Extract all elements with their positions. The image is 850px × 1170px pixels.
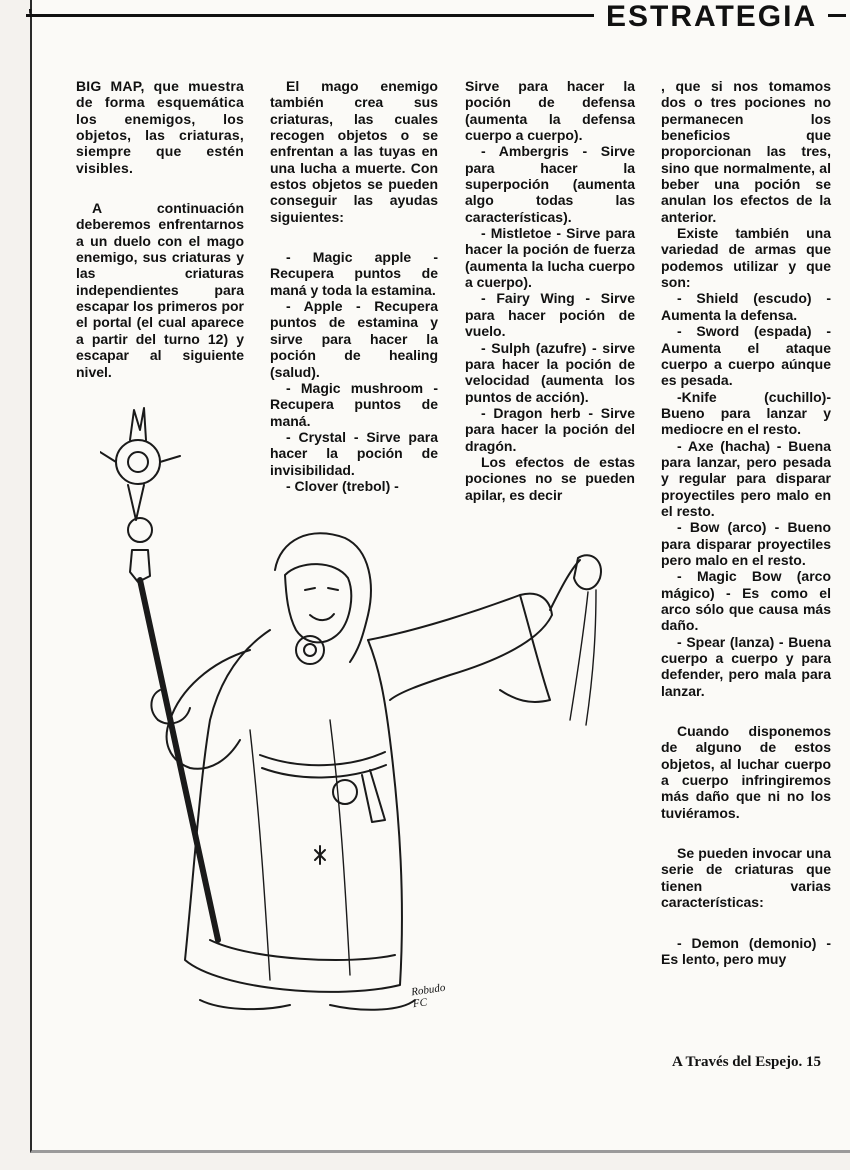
list-item: - Spear (lanza) - Buena cuerpo a cuerpo y para defender, pero mala para lanzar.	[661, 633, 831, 699]
signature-line: Robudo	[410, 981, 447, 999]
list-item: - Magic mushroom - Recupera puntos de maná.	[270, 379, 438, 429]
list-item: - Fairy Wing - Sirve para hacer poción de vuelo.	[465, 290, 635, 340]
column-4	[661, 78, 831, 967]
list-item: - Ambergris - Sirve para hacer la superpoción (aumenta algo todas las características).	[465, 143, 635, 225]
paragraph: Se pueden invocar una serie de criaturas que tienen varias características:	[661, 845, 831, 911]
list-item: - Axe (hacha) - Buena para lanzar, pero pesada y regular para disparar proyectiles pero malo en el resto.	[661, 437, 831, 519]
list-item: - Shield (escudo) - Aumenta la defensa.	[661, 290, 831, 323]
list-item: - Magic apple - Recupera puntos de maná y toda la estamina.	[270, 249, 438, 298]
paragraph: Los efectos de estas pociones no se pueden apilar, es decir	[465, 453, 635, 503]
list-item: - Magic Bow (arco mágico) - Es como el arco sólo que causa más daño.	[661, 568, 831, 634]
page-footer: A Través del Espejo. 15	[672, 1054, 822, 1070]
list-item: - Clover (trebol) -	[286, 477, 399, 494]
paragraph: Existe también una variedad de armas que podemos utilizar y que son:	[661, 225, 831, 291]
list-item: - Dragon herb - Sirve para hacer la poción del dragón.	[465, 404, 635, 454]
paragraph: BIG MAP, que muestra de forma esquemática los enemigos, los objetos, las criaturas, siempre que estén visibles.	[76, 78, 244, 176]
paragraph: El mago enemigo también crea sus criaturas, las cuales recogen objetos o se enfrentan a las tuyas en una lucha a muerte. Con estos objetos se pueden conseguir las ayudas siguientes:	[270, 78, 438, 225]
wizard-illustration	[100, 400, 660, 1040]
list-item: - Apple - Recupera puntos de estamina y sirve para hacer la poción de healing (salud).	[270, 298, 438, 380]
paragraph: Sirve para hacer la poción de defensa (aumenta la defensa cuerpo a cuerpo).	[465, 78, 635, 144]
signature-line: FC	[412, 996, 428, 1011]
section-title: ESTRATEGIA	[606, 0, 818, 33]
list-item: - Bow (arco) - Bueno para disparar proyectiles pero malo en el resto.	[661, 519, 831, 568]
header-rule-end	[828, 14, 846, 17]
header-rule	[26, 14, 594, 17]
list-item: - Mistletoe - Sirve para hacer la poción de fuerza (aumenta la lucha cuerpo a cuerpo).	[465, 225, 635, 291]
paragraph: Cuando disponemos de alguno de estos objetos, al luchar cuerpo a cuerpo infringiremos más daño que ni no los tuviéramos.	[661, 723, 831, 821]
list-item: - Sword (espada) - Aumenta el ataque cuerpo a cuerpo aúnque es pesada.	[661, 323, 831, 389]
list-item: - Sulph (azufre) - sirve para hacer la poción de velocidad (aumenta los puntos de acción).	[465, 339, 635, 405]
list-item: - Demon (demonio) - Es lento, pero muy	[661, 934, 831, 967]
paragraph: , que si nos tomamos dos o tres pociones no permanecen los beneficios que proporcionan las tres, sino que normalmente, al beber una poción se anulan los efectos de la anterior.	[661, 78, 831, 225]
list-item: -Knife (cuchillo)- Bueno para lanzar y mediocre en el resto.	[661, 388, 831, 438]
column-1	[76, 78, 244, 380]
artist-signature	[410, 982, 447, 1011]
list-item: - Crystal - Sirve para hacer la poción de invisibilidad.	[270, 428, 438, 478]
paragraph: A continuación deberemos enfrentarnos a un duelo con el mago enemigo, sus criaturas y las criaturas independientes para escapar los primeros por el portal (el cual aparece a partir del turno 12) y escapar al siguiente nivel.	[76, 200, 244, 380]
